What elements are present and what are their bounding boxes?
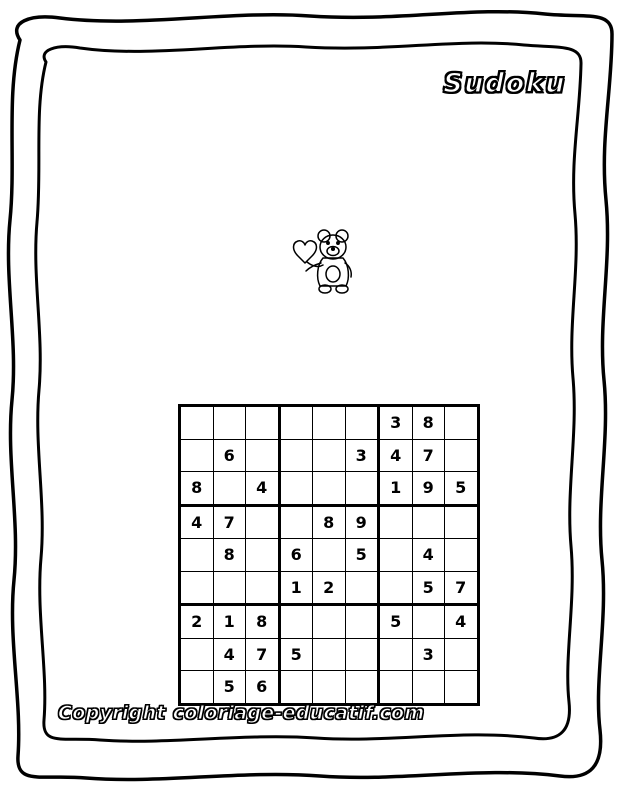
sudoku-row	[180, 472, 479, 506]
sudoku-cell[interactable]: 8	[412, 406, 445, 440]
sudoku-cell[interactable]: 6	[246, 671, 280, 705]
sudoku-cell[interactable]: 8	[246, 605, 280, 639]
sudoku-cell[interactable]	[379, 505, 413, 539]
sudoku-cell[interactable]: 8	[313, 505, 346, 539]
sudoku-cell[interactable]: 2	[313, 571, 346, 605]
sudoku-cell[interactable]	[445, 539, 479, 572]
sudoku-cell[interactable]	[313, 406, 346, 440]
sudoku-cell[interactable]	[279, 406, 313, 440]
sudoku-cell[interactable]: 3	[412, 638, 445, 671]
sudoku-cell[interactable]: 4	[379, 439, 413, 472]
sudoku-cell[interactable]	[279, 671, 313, 705]
sudoku-cell[interactable]: 9	[412, 472, 445, 506]
sudoku-cell[interactable]	[279, 505, 313, 539]
sudoku-cell[interactable]	[246, 539, 280, 572]
sudoku-cell[interactable]	[313, 638, 346, 671]
sudoku-row	[180, 439, 479, 472]
sudoku-row	[180, 406, 479, 440]
sudoku-row	[180, 638, 479, 671]
sudoku-cell[interactable]: 6	[279, 539, 313, 572]
sudoku-cell[interactable]: 4	[445, 605, 479, 639]
sudoku-cell[interactable]	[379, 671, 413, 705]
sudoku-cell[interactable]	[345, 406, 379, 440]
sudoku-cell[interactable]	[213, 472, 246, 506]
sudoku-cell[interactable]: 4	[213, 638, 246, 671]
sudoku-cell[interactable]: 7	[246, 638, 280, 671]
sudoku-cell[interactable]	[379, 571, 413, 605]
sudoku-cell[interactable]: 9	[345, 505, 379, 539]
sudoku-cell[interactable]	[345, 671, 379, 705]
sudoku-cell[interactable]: 1	[379, 472, 413, 506]
sudoku-cell[interactable]: 5	[412, 571, 445, 605]
sudoku-cell[interactable]	[445, 406, 479, 440]
sudoku-cell[interactable]: 1	[213, 605, 246, 639]
sudoku-cell[interactable]: 1	[279, 571, 313, 605]
sudoku-cell[interactable]: 5	[379, 605, 413, 639]
copyright-text: Copyright coloriage-educatif.com	[58, 702, 425, 724]
sudoku-cell[interactable]	[246, 571, 280, 605]
sudoku-cell[interactable]	[313, 472, 346, 506]
sudoku-cell[interactable]: 7	[213, 505, 246, 539]
sudoku-cell[interactable]	[345, 638, 379, 671]
sudoku-cell[interactable]	[180, 406, 214, 440]
sudoku-cell[interactable]	[412, 605, 445, 639]
sudoku-cell[interactable]: 8	[213, 539, 246, 572]
sudoku-row	[180, 671, 479, 705]
sudoku-cell[interactable]: 2	[180, 605, 214, 639]
sudoku-cell[interactable]	[445, 505, 479, 539]
sudoku-cell[interactable]	[345, 472, 379, 506]
sudoku-cell[interactable]	[180, 439, 214, 472]
sudoku-cell[interactable]: 7	[445, 571, 479, 605]
sudoku-cell[interactable]	[313, 439, 346, 472]
sudoku-cell[interactable]: 7	[412, 439, 445, 472]
sudoku-cell[interactable]: 4	[412, 539, 445, 572]
sudoku-cell[interactable]	[246, 439, 280, 472]
sudoku-cell[interactable]	[412, 671, 445, 705]
sudoku-cell[interactable]	[445, 671, 479, 705]
sudoku-cell[interactable]	[180, 539, 214, 572]
sudoku-row	[180, 605, 479, 639]
sudoku-cell[interactable]	[445, 638, 479, 671]
sudoku-cell[interactable]	[313, 671, 346, 705]
sudoku-cell[interactable]	[345, 571, 379, 605]
sudoku-row	[180, 539, 479, 572]
sudoku-cell[interactable]: 8	[180, 472, 214, 506]
sudoku-cell[interactable]	[379, 539, 413, 572]
sudoku-cell[interactable]	[213, 406, 246, 440]
sudoku-cell[interactable]	[213, 571, 246, 605]
sudoku-cell[interactable]: 5	[445, 472, 479, 506]
sudoku-cell[interactable]	[412, 505, 445, 539]
sudoku-cell[interactable]	[279, 472, 313, 506]
sudoku-cell[interactable]	[246, 406, 280, 440]
page-title: Sudoku	[443, 68, 566, 99]
sudoku-cell[interactable]	[313, 539, 346, 572]
sudoku-row	[180, 571, 479, 605]
teddy-bear-icon	[276, 222, 360, 306]
sudoku-cell[interactable]	[313, 605, 346, 639]
sudoku-cell[interactable]	[279, 605, 313, 639]
sudoku-cell[interactable]	[246, 505, 280, 539]
sudoku-cell[interactable]: 3	[345, 439, 379, 472]
sudoku-cell[interactable]	[345, 605, 379, 639]
sudoku-cell[interactable]: 3	[379, 406, 413, 440]
sudoku-cell[interactable]	[379, 638, 413, 671]
sudoku-cell[interactable]: 5	[279, 638, 313, 671]
sudoku-cell[interactable]	[180, 638, 214, 671]
sudoku-cell[interactable]: 4	[180, 505, 214, 539]
sudoku-cell[interactable]	[279, 439, 313, 472]
sudoku-cell[interactable]	[180, 671, 214, 705]
sudoku-grid[interactable]	[178, 404, 480, 706]
sudoku-cell[interactable]	[180, 571, 214, 605]
sudoku-cell[interactable]	[445, 439, 479, 472]
sudoku-row	[180, 505, 479, 539]
sudoku-cell[interactable]: 6	[213, 439, 246, 472]
sudoku-cell[interactable]: 5	[345, 539, 379, 572]
sudoku-cell[interactable]: 4	[246, 472, 280, 506]
sudoku-cell[interactable]: 5	[213, 671, 246, 705]
